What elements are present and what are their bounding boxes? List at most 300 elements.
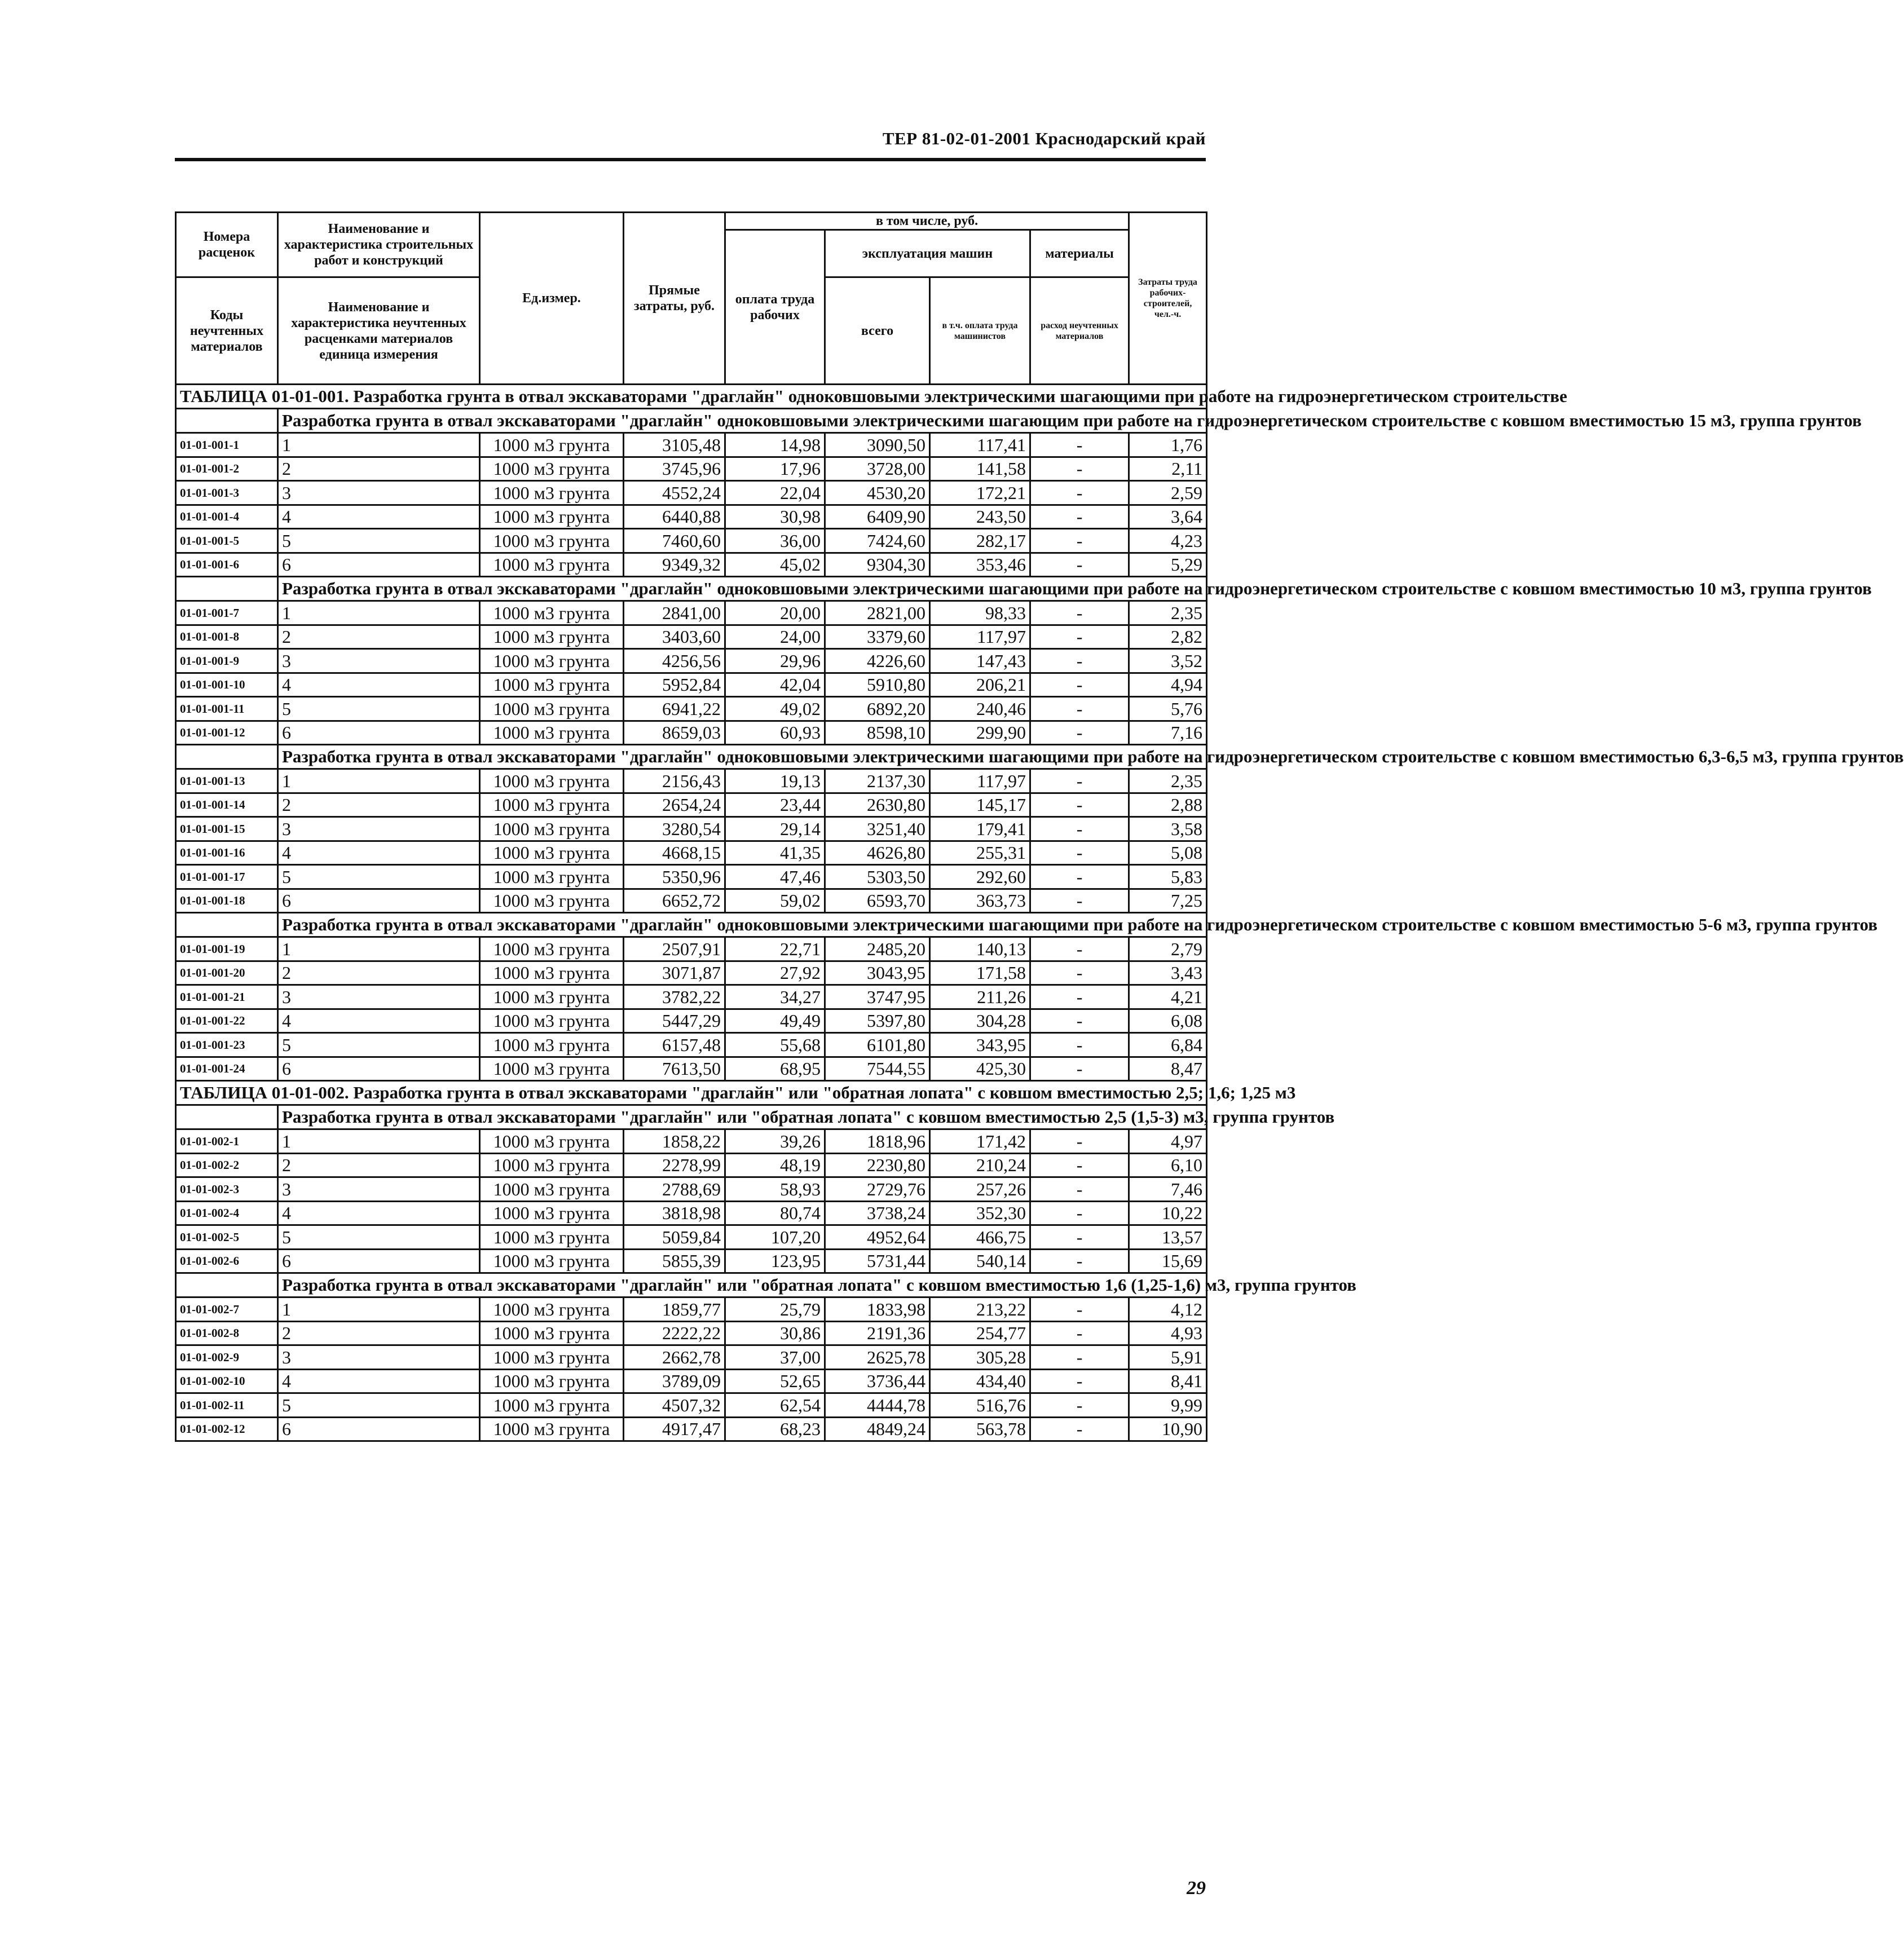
unit-cell: 1000 м3 грунта (480, 817, 624, 841)
material-costs-cell: - (1030, 1225, 1129, 1250)
labor-pay-cell: 58,93 (725, 1177, 825, 1202)
section-code-cell (176, 913, 278, 937)
unit-cell: 1000 м3 грунта (480, 1249, 624, 1273)
section-code-cell (176, 577, 278, 601)
material-costs-cell: - (1030, 937, 1129, 961)
unit-cell: 1000 м3 грунта (480, 1057, 624, 1081)
direct-costs-cell: 2278,99 (624, 1153, 725, 1177)
header-machine-ops: эксплуатация машин (825, 230, 1030, 277)
labor-pay-cell: 27,92 (725, 961, 825, 985)
table-row (176, 697, 1207, 721)
unit-cell: 1000 м3 грунта (480, 1369, 624, 1393)
table-row (176, 1177, 1207, 1202)
labor-pay-cell: 36,00 (725, 529, 825, 553)
direct-costs-cell: 8659,03 (624, 721, 725, 745)
unit-cell: 1000 м3 грунта (480, 649, 624, 673)
labor-hours-cell: 5,08 (1129, 841, 1207, 865)
labor-hours-cell: 10,90 (1129, 1417, 1207, 1441)
rate-code-cell: 01-01-002-6 (176, 1249, 278, 1273)
labor-hours-cell: 4,94 (1129, 673, 1207, 697)
machine-costs-cell: 4952,64 (825, 1225, 930, 1250)
labor-pay-cell: 48,19 (725, 1153, 825, 1177)
section-header-row (176, 1273, 1207, 1297)
direct-costs-cell: 4256,56 (624, 649, 725, 673)
rate-code-cell: 01-01-001-11 (176, 697, 278, 721)
material-costs-cell: - (1030, 1369, 1129, 1393)
unit-cell: 1000 м3 грунта (480, 697, 624, 721)
machine-costs-cell: 5303,50 (825, 865, 930, 889)
direct-costs-cell: 6157,48 (624, 1033, 725, 1057)
direct-costs-cell: 7613,50 (624, 1057, 725, 1081)
unit-cell: 1000 м3 грунта (480, 1177, 624, 1202)
header-unaccounted-materials: расход неучтенных материалов (1030, 277, 1129, 385)
material-costs-cell: - (1030, 1057, 1129, 1081)
labor-pay-cell: 59,02 (725, 889, 825, 913)
soil-group-cell: 2 (278, 1321, 480, 1345)
material-costs-cell: - (1030, 529, 1129, 553)
labor-hours-cell: 7,46 (1129, 1177, 1207, 1202)
machine-costs-cell: 3251,40 (825, 817, 930, 841)
machine-costs-cell: 4849,24 (825, 1417, 930, 1441)
rate-code-cell: 01-01-001-14 (176, 793, 278, 817)
rate-code-cell: 01-01-001-23 (176, 1033, 278, 1057)
soil-group-cell: 2 (278, 793, 480, 817)
table-row (176, 793, 1207, 817)
labor-hours-cell: 2,88 (1129, 793, 1207, 817)
soil-group-cell: 4 (278, 673, 480, 697)
direct-costs-cell: 6652,72 (624, 889, 725, 913)
labor-pay-cell: 52,65 (725, 1369, 825, 1393)
machine-costs-cell: 4226,60 (825, 649, 930, 673)
machinist-pay-cell: 147,43 (930, 649, 1030, 673)
machinist-pay-cell: 117,97 (930, 625, 1030, 649)
soil-group-cell: 3 (278, 985, 480, 1009)
labor-pay-cell: 19,13 (725, 769, 825, 793)
table-row (176, 1249, 1207, 1273)
machinist-pay-cell: 257,26 (930, 1177, 1030, 1202)
unit-cell: 1000 м3 грунта (480, 481, 624, 505)
labor-pay-cell: 37,00 (725, 1345, 825, 1370)
soil-group-cell: 1 (278, 433, 480, 457)
machinist-pay-cell: 172,21 (930, 481, 1030, 505)
direct-costs-cell: 4917,47 (624, 1417, 725, 1441)
rate-code-cell: 01-01-001-16 (176, 841, 278, 865)
direct-costs-cell: 2654,24 (624, 793, 725, 817)
table-row (176, 937, 1207, 961)
soil-group-cell: 3 (278, 649, 480, 673)
material-costs-cell: - (1030, 1321, 1129, 1345)
header-rule (175, 158, 1206, 161)
table-row (176, 1225, 1207, 1250)
soil-group-cell: 4 (278, 1369, 480, 1393)
unit-cell: 1000 м3 грунта (480, 1297, 624, 1322)
machinist-pay-cell: 141,58 (930, 457, 1030, 481)
rate-code-cell: 01-01-002-12 (176, 1417, 278, 1441)
rate-code-cell: 01-01-002-5 (176, 1225, 278, 1250)
rate-code-cell: 01-01-002-8 (176, 1321, 278, 1345)
labor-pay-cell: 30,98 (725, 505, 825, 529)
machine-costs-cell: 6101,80 (825, 1033, 930, 1057)
rate-code-cell: 01-01-001-9 (176, 649, 278, 673)
machine-costs-cell: 2625,78 (825, 1345, 930, 1370)
rate-code-cell: 01-01-002-9 (176, 1345, 278, 1370)
machine-costs-cell: 4530,20 (825, 481, 930, 505)
direct-costs-cell: 5447,29 (624, 1009, 725, 1033)
machinist-pay-cell: 206,21 (930, 673, 1030, 697)
header-labor-pay: оплата труда рабочих (725, 230, 825, 385)
machinist-pay-cell: 304,28 (930, 1009, 1030, 1033)
direct-costs-cell: 5855,39 (624, 1249, 725, 1273)
rate-code-cell: 01-01-001-24 (176, 1057, 278, 1081)
labor-hours-cell: 4,12 (1129, 1297, 1207, 1322)
soil-group-cell: 2 (278, 625, 480, 649)
direct-costs-cell: 3818,98 (624, 1201, 725, 1225)
table-row (176, 481, 1207, 505)
labor-pay-cell: 62,54 (725, 1393, 825, 1418)
labor-hours-cell: 3,43 (1129, 961, 1207, 985)
machinist-pay-cell: 240,46 (930, 697, 1030, 721)
section-description: Разработка грунта в отвал экскаваторами "драглайн" одноковшовыми электрическими шагающими при работе на гидроэнергетическом строительстве с ковшом вместимостью 6,3-6,5 м3, группа грунтов (278, 745, 1207, 769)
rate-code-cell: 01-01-001-7 (176, 601, 278, 625)
table-row (176, 601, 1207, 625)
rate-code-cell: 01-01-001-12 (176, 721, 278, 745)
soil-group-cell: 5 (278, 697, 480, 721)
table-row (176, 817, 1207, 841)
soil-group-cell: 1 (278, 937, 480, 961)
labor-hours-cell: 15,69 (1129, 1249, 1207, 1273)
rate-code-cell: 01-01-001-17 (176, 865, 278, 889)
labor-hours-cell: 2,59 (1129, 481, 1207, 505)
machinist-pay-cell: 466,75 (930, 1225, 1030, 1250)
machinist-pay-cell: 516,76 (930, 1393, 1030, 1418)
material-costs-cell: - (1030, 1153, 1129, 1177)
labor-hours-cell: 4,21 (1129, 985, 1207, 1009)
direct-costs-cell: 6440,88 (624, 505, 725, 529)
labor-pay-cell: 34,27 (725, 985, 825, 1009)
material-costs-cell: - (1030, 817, 1129, 841)
direct-costs-cell: 4668,15 (624, 841, 725, 865)
table-row (176, 1201, 1207, 1225)
labor-pay-cell: 68,95 (725, 1057, 825, 1081)
direct-costs-cell: 3745,96 (624, 457, 725, 481)
labor-hours-cell: 5,91 (1129, 1345, 1207, 1370)
machinist-pay-cell: 171,42 (930, 1129, 1030, 1154)
machinist-pay-cell: 305,28 (930, 1345, 1030, 1370)
rate-code-cell: 01-01-001-5 (176, 529, 278, 553)
direct-costs-cell: 1859,77 (624, 1297, 725, 1322)
material-costs-cell: - (1030, 793, 1129, 817)
material-costs-cell: - (1030, 697, 1129, 721)
header-rate-numbers: Номера расценок (176, 213, 278, 277)
material-costs-cell: - (1030, 1009, 1129, 1033)
direct-costs-cell: 7460,60 (624, 529, 725, 553)
soil-group-cell: 1 (278, 1129, 480, 1154)
rate-code-cell: 01-01-002-10 (176, 1369, 278, 1393)
labor-hours-cell: 5,29 (1129, 553, 1207, 577)
direct-costs-cell: 3280,54 (624, 817, 725, 841)
header-machinist-pay: в т.ч. оплата труда машинистов (930, 277, 1030, 385)
direct-costs-cell: 3071,87 (624, 961, 725, 985)
soil-group-cell: 1 (278, 769, 480, 793)
rate-code-cell: 01-01-001-1 (176, 433, 278, 457)
material-costs-cell: - (1030, 505, 1129, 529)
table-row (176, 1369, 1207, 1393)
labor-hours-cell: 2,82 (1129, 625, 1207, 649)
labor-hours-cell: 1,76 (1129, 433, 1207, 457)
table-row (176, 529, 1207, 553)
machinist-pay-cell: 343,95 (930, 1033, 1030, 1057)
price-table (175, 211, 1904, 1442)
machinist-pay-cell: 363,73 (930, 889, 1030, 913)
machine-costs-cell: 3379,60 (825, 625, 930, 649)
soil-group-cell: 3 (278, 481, 480, 505)
machine-costs-cell: 6892,20 (825, 697, 930, 721)
machinist-pay-cell: 243,50 (930, 505, 1030, 529)
rate-code-cell: 01-01-001-6 (176, 553, 278, 577)
header-labor-costs: Затраты труда рабочих-строителей, чел.-ч. (1129, 213, 1207, 385)
labor-hours-cell: 5,83 (1129, 865, 1207, 889)
direct-costs-cell: 5059,84 (624, 1225, 725, 1250)
rate-code-cell: 01-01-001-3 (176, 481, 278, 505)
labor-pay-cell: 49,49 (725, 1009, 825, 1033)
material-costs-cell: - (1030, 1297, 1129, 1322)
machinist-pay-cell: 211,26 (930, 985, 1030, 1009)
table-header (176, 213, 1207, 385)
labor-pay-cell: 20,00 (725, 601, 825, 625)
unit-cell: 1000 м3 грунта (480, 1393, 624, 1418)
direct-costs-cell: 4552,24 (624, 481, 725, 505)
labor-pay-cell: 49,02 (725, 697, 825, 721)
labor-pay-cell: 17,96 (725, 457, 825, 481)
labor-pay-cell: 68,23 (725, 1417, 825, 1441)
machine-costs-cell: 7424,60 (825, 529, 930, 553)
rate-code-cell: 01-01-001-20 (176, 961, 278, 985)
table-row (176, 433, 1207, 457)
soil-group-cell: 6 (278, 889, 480, 913)
direct-costs-cell: 5952,84 (624, 673, 725, 697)
material-costs-cell: - (1030, 985, 1129, 1009)
unit-cell: 1000 м3 грунта (480, 841, 624, 865)
machine-costs-cell: 3747,95 (825, 985, 930, 1009)
header-materials: материалы (1030, 230, 1129, 277)
soil-group-cell: 6 (278, 1057, 480, 1081)
machine-costs-cell: 3090,50 (825, 433, 930, 457)
header-including: в том числе, руб. (725, 213, 1129, 230)
table-title-row (176, 1081, 1207, 1105)
section-header-row (176, 745, 1207, 769)
direct-costs-cell: 9349,32 (624, 553, 725, 577)
machinist-pay-cell: 563,78 (930, 1417, 1030, 1441)
unit-cell: 1000 м3 грунта (480, 505, 624, 529)
labor-hours-cell: 6,10 (1129, 1153, 1207, 1177)
unit-cell: 1000 м3 грунта (480, 553, 624, 577)
soil-group-cell: 3 (278, 1177, 480, 1202)
machinist-pay-cell: 434,40 (930, 1369, 1030, 1393)
soil-group-cell: 5 (278, 865, 480, 889)
machine-costs-cell: 9304,30 (825, 553, 930, 577)
unit-cell: 1000 м3 грунта (480, 985, 624, 1009)
machinist-pay-cell: 254,77 (930, 1321, 1030, 1345)
soil-group-cell: 2 (278, 1153, 480, 1177)
table-row (176, 1153, 1207, 1177)
labor-pay-cell: 47,46 (725, 865, 825, 889)
labor-pay-cell: 39,26 (725, 1129, 825, 1154)
labor-hours-cell: 3,64 (1129, 505, 1207, 529)
soil-group-cell: 3 (278, 1345, 480, 1370)
table-row (176, 1057, 1207, 1081)
rate-code-cell: 01-01-001-8 (176, 625, 278, 649)
direct-costs-cell: 4507,32 (624, 1393, 725, 1418)
unit-cell: 1000 м3 грунта (480, 433, 624, 457)
table-row (176, 625, 1207, 649)
labor-pay-cell: 14,98 (725, 433, 825, 457)
material-costs-cell: - (1030, 1393, 1129, 1418)
direct-costs-cell: 2222,22 (624, 1321, 725, 1345)
labor-pay-cell: 22,04 (725, 481, 825, 505)
table-row (176, 841, 1207, 865)
soil-group-cell: 6 (278, 721, 480, 745)
labor-hours-cell: 4,23 (1129, 529, 1207, 553)
machine-costs-cell: 2821,00 (825, 601, 930, 625)
material-costs-cell: - (1030, 721, 1129, 745)
rate-code-cell: 01-01-001-21 (176, 985, 278, 1009)
machinist-pay-cell: 213,22 (930, 1297, 1030, 1322)
unit-cell: 1000 м3 грунта (480, 1417, 624, 1441)
section-header-row (176, 409, 1207, 433)
labor-pay-cell: 23,44 (725, 793, 825, 817)
unit-cell: 1000 м3 грунта (480, 937, 624, 961)
material-costs-cell: - (1030, 889, 1129, 913)
rate-code-cell: 01-01-001-18 (176, 889, 278, 913)
table-row (176, 1129, 1207, 1154)
direct-costs-cell: 1858,22 (624, 1129, 725, 1154)
section-description: Разработка грунта в отвал экскаваторами "драглайн" одноковшовыми электрическими шагающими при работе на гидроэнергетическом строительстве с ковшом вместимостью 5-6 м3, группа грунтов (278, 913, 1207, 937)
soil-group-cell: 5 (278, 1033, 480, 1057)
soil-group-cell: 4 (278, 841, 480, 865)
direct-costs-cell: 2507,91 (624, 937, 725, 961)
material-costs-cell: - (1030, 1033, 1129, 1057)
table-row (176, 721, 1207, 745)
table-title-row (176, 385, 1207, 409)
header-work-name: Наименование и характеристика строительных работ и конструкций (278, 213, 480, 277)
rate-code-cell: 01-01-001-15 (176, 817, 278, 841)
soil-group-cell: 1 (278, 601, 480, 625)
labor-hours-cell: 8,47 (1129, 1057, 1207, 1081)
direct-costs-cell: 3105,48 (624, 433, 725, 457)
page-number: 29 (1187, 1878, 1206, 1899)
machinist-pay-cell: 98,33 (930, 601, 1030, 625)
machinist-pay-cell: 210,24 (930, 1153, 1030, 1177)
machine-costs-cell: 7544,55 (825, 1057, 930, 1081)
section-header-row (176, 913, 1207, 937)
unit-cell: 1000 м3 грунта (480, 1225, 624, 1250)
table-row (176, 889, 1207, 913)
soil-group-cell: 2 (278, 961, 480, 985)
machine-costs-cell: 6593,70 (825, 889, 930, 913)
labor-pay-cell: 30,86 (725, 1321, 825, 1345)
machinist-pay-cell: 255,31 (930, 841, 1030, 865)
header-unit: Ед.измер. (480, 213, 624, 385)
soil-group-cell: 6 (278, 1249, 480, 1273)
machinist-pay-cell: 171,58 (930, 961, 1030, 985)
soil-group-cell: 4 (278, 1201, 480, 1225)
labor-hours-cell: 3,52 (1129, 649, 1207, 673)
table-row (176, 649, 1207, 673)
labor-pay-cell: 24,00 (725, 625, 825, 649)
table-row (176, 1321, 1207, 1345)
table-row (176, 673, 1207, 697)
rate-code-cell: 01-01-001-10 (176, 673, 278, 697)
machinist-pay-cell: 353,46 (930, 553, 1030, 577)
table-row (176, 1297, 1207, 1322)
soil-group-cell: 1 (278, 1297, 480, 1322)
machine-costs-cell: 3728,00 (825, 457, 930, 481)
labor-hours-cell: 9,99 (1129, 1393, 1207, 1418)
header-material-name: Наименование и характеристика неучтенных расценками материалов единица измерения (278, 277, 480, 385)
material-costs-cell: - (1030, 961, 1129, 985)
material-costs-cell: - (1030, 457, 1129, 481)
machinist-pay-cell: 540,14 (930, 1249, 1030, 1273)
unit-cell: 1000 м3 грунта (480, 961, 624, 985)
material-costs-cell: - (1030, 1177, 1129, 1202)
material-costs-cell: - (1030, 1345, 1129, 1370)
labor-pay-cell: 107,20 (725, 1225, 825, 1250)
labor-hours-cell: 2,79 (1129, 937, 1207, 961)
labor-pay-cell: 60,93 (725, 721, 825, 745)
direct-costs-cell: 2156,43 (624, 769, 725, 793)
material-costs-cell: - (1030, 865, 1129, 889)
machine-costs-cell: 5731,44 (825, 1249, 930, 1273)
table-row (176, 985, 1207, 1009)
header-material-codes: Коды неучтенных материалов (176, 277, 278, 385)
machine-costs-cell: 2137,30 (825, 769, 930, 793)
machine-costs-cell: 2729,76 (825, 1177, 930, 1202)
table-row (176, 961, 1207, 985)
table-row (176, 1033, 1207, 1057)
labor-pay-cell: 45,02 (725, 553, 825, 577)
unit-cell: 1000 м3 грунта (480, 1009, 624, 1033)
material-costs-cell: - (1030, 1249, 1129, 1273)
unit-cell: 1000 м3 грунта (480, 889, 624, 913)
material-costs-cell: - (1030, 649, 1129, 673)
document-header-title: ТЕР 81-02-01-2001 Краснодарский край (882, 129, 1206, 148)
soil-group-cell: 5 (278, 529, 480, 553)
machine-costs-cell: 3738,24 (825, 1201, 930, 1225)
direct-costs-cell: 2841,00 (624, 601, 725, 625)
labor-pay-cell: 29,14 (725, 817, 825, 841)
labor-hours-cell: 4,97 (1129, 1129, 1207, 1154)
machine-costs-cell: 5397,80 (825, 1009, 930, 1033)
section-description: Разработка грунта в отвал экскаваторами "драглайн" или "обратная лопата" с ковшом вместимостью 1,6 (1,25-1,6) м3, группа грунтов (278, 1273, 1207, 1297)
section-description: Разработка грунта в отвал экскаваторами "драглайн" одноковшовыми электрическими шагающим при работе на гидроэнергетическом строительстве с ковшом вместимостью 15 м3, группа грунтов (278, 409, 1207, 433)
labor-hours-cell: 2,35 (1129, 769, 1207, 793)
direct-costs-cell: 6941,22 (624, 697, 725, 721)
table-row (176, 769, 1207, 793)
direct-costs-cell: 3403,60 (624, 625, 725, 649)
unit-cell: 1000 м3 грунта (480, 529, 624, 553)
rate-code-cell: 01-01-002-3 (176, 1177, 278, 1202)
table-row (176, 505, 1207, 529)
rate-code-cell: 01-01-001-2 (176, 457, 278, 481)
unit-cell: 1000 м3 грунта (480, 769, 624, 793)
unit-cell: 1000 м3 грунта (480, 793, 624, 817)
soil-group-cell: 6 (278, 553, 480, 577)
labor-pay-cell: 41,35 (725, 841, 825, 865)
machinist-pay-cell: 282,17 (930, 529, 1030, 553)
table-row (176, 1417, 1207, 1441)
section-description: Разработка грунта в отвал экскаваторами "драглайн" одноковшовыми электрическими шагающими при работе на гидроэнергетическом строительстве с ковшом вместимостью 10 м3, группа грунтов (278, 577, 1207, 601)
machine-costs-cell: 8598,10 (825, 721, 930, 745)
